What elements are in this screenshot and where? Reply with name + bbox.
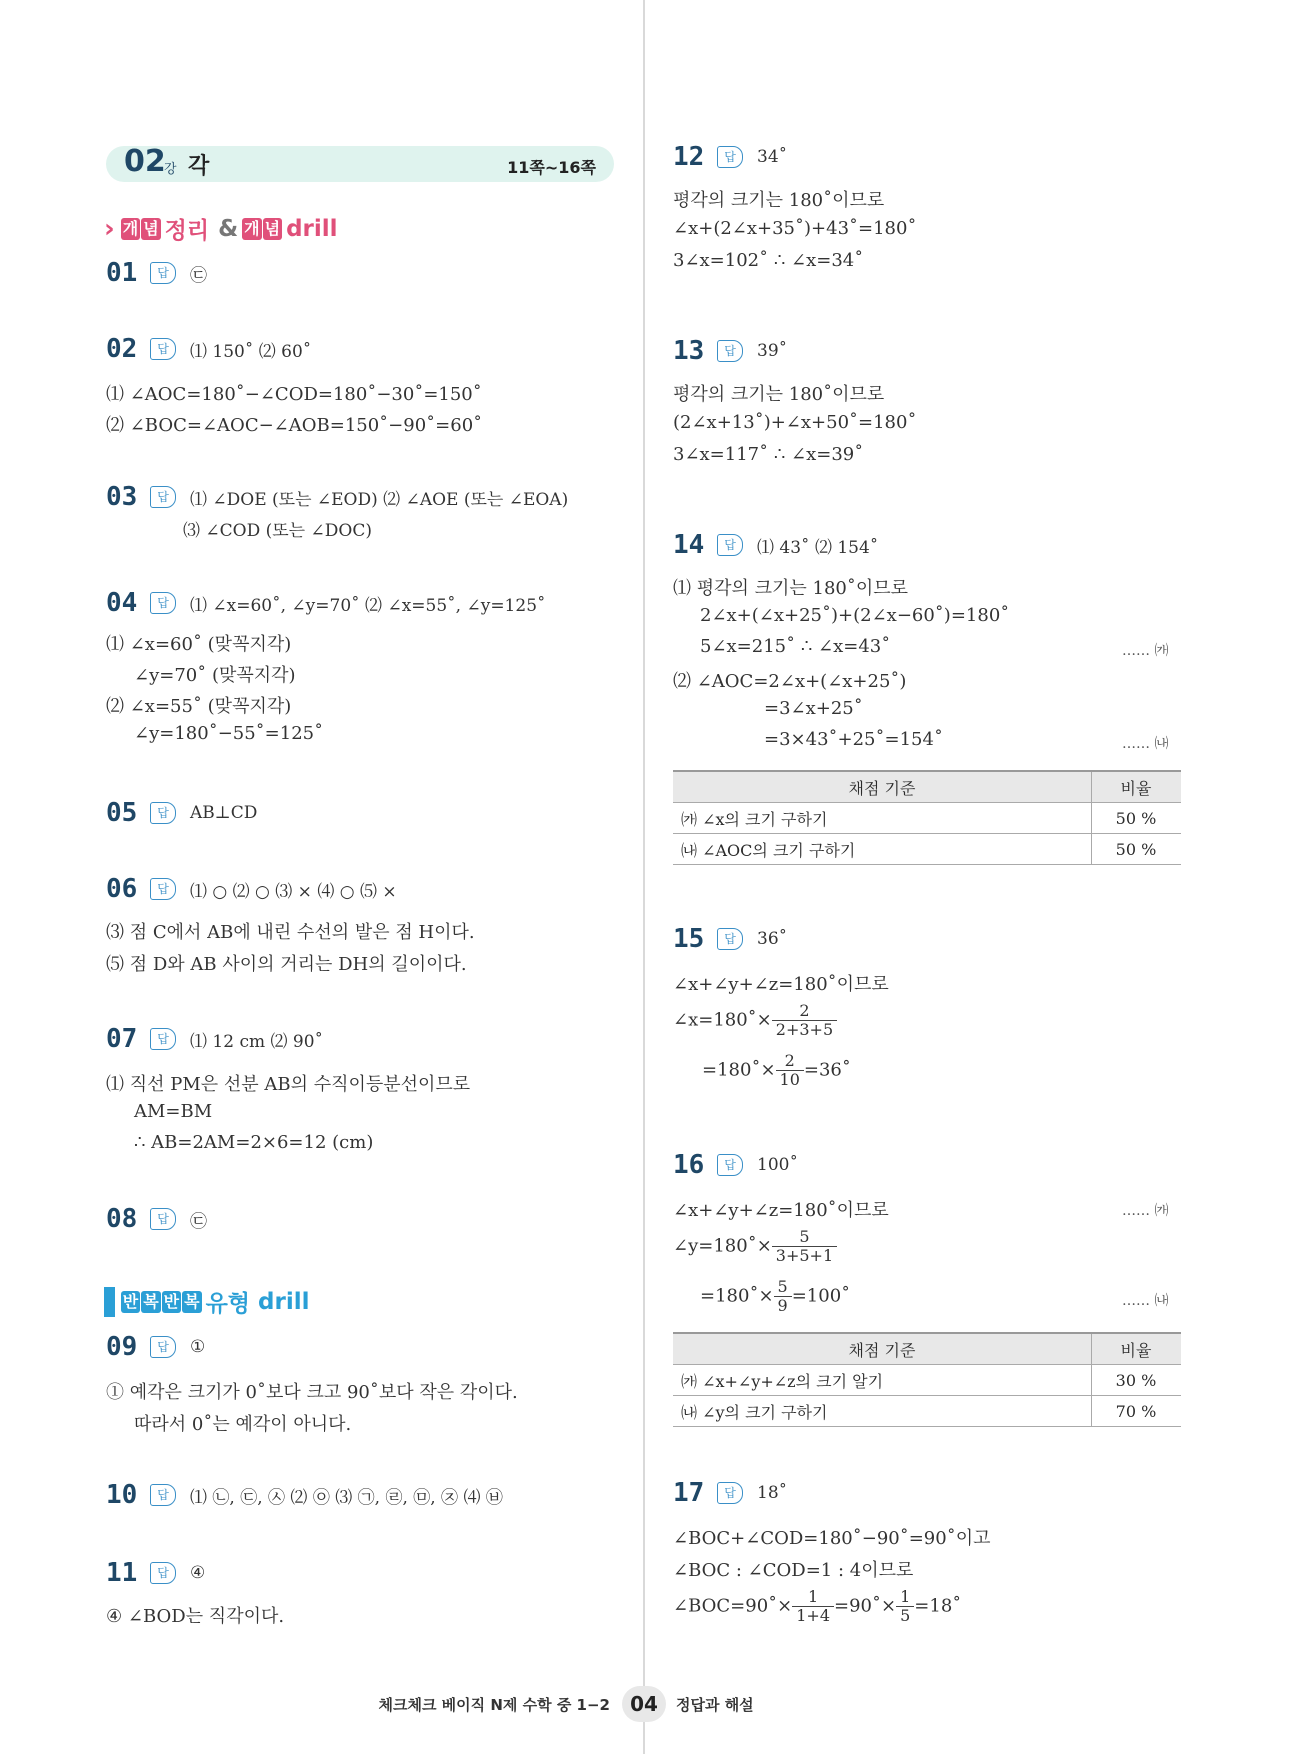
answer: 34˚ — [757, 147, 788, 167]
solution-line: ∠y=70˚ (맞꼭지각) — [134, 665, 296, 686]
denominator: 2+3+5 — [775, 1020, 834, 1039]
answer: 18˚ — [757, 1483, 788, 1503]
answer: 100˚ — [757, 1155, 798, 1175]
answer: ⑴ 43˚ ⑵ 154˚ — [757, 537, 879, 558]
table-cell: ㈎ ∠x+∠y+∠z의 크기 알기 — [673, 1365, 1092, 1396]
answer: ⑴ ○ ⑵ ○ ⑶ × ⑷ ○ ⑸ × — [190, 881, 397, 902]
problem-14 — [673, 530, 878, 560]
problem-07 — [106, 1024, 323, 1054]
solution-line: ① 예각은 크기가 0˚보다 크고 90˚보다 작은 각이다. — [106, 1382, 518, 1403]
problem-number: 06 — [106, 874, 138, 904]
heading-box: 념 — [143, 218, 159, 238]
solution-line: ∠BOC+∠COD=180˚−90˚=90˚이고 — [673, 1528, 991, 1549]
column-divider — [643, 0, 645, 1754]
answer: ㉢ — [190, 1211, 207, 1232]
section-heading-repeat — [104, 1285, 315, 1318]
problem-number: 14 — [673, 530, 705, 560]
denominator: 5 — [900, 1606, 911, 1625]
solution-line: ∠x+(2∠x+35˚)+43˚=180˚ — [673, 218, 917, 239]
expr: ∠BOC=90˚× — [673, 1595, 793, 1617]
page-footer — [0, 1686, 1300, 1722]
denominator: 3+5+1 — [775, 1246, 834, 1265]
numerator: 1 — [896, 1588, 914, 1607]
numerator: 2 — [776, 1052, 804, 1071]
solution-line: 3∠x=102˚ ∴ ∠x=34˚ — [673, 250, 864, 271]
solution-line: ∠x+∠y+∠z=180˚이므로 — [673, 1200, 889, 1221]
solution-fraction-line — [673, 1002, 837, 1039]
fraction — [772, 1228, 837, 1265]
solution-line: ⑴ ∠x=60˚ (맞꼭지각) — [106, 634, 292, 655]
solution-line: ∠x+∠y+∠z=180˚이므로 — [673, 974, 889, 995]
solution-line: ⑶ 점 C에서 AB에 내린 수선의 발은 점 H이다. — [106, 922, 475, 943]
table-cell: ㈎ ∠x의 크기 구하기 — [673, 803, 1092, 834]
table-cell: 50 % — [1092, 834, 1182, 865]
solution-line: ⑵ ∠x=55˚ (맞꼭지각) — [106, 696, 292, 717]
problem-15 — [673, 924, 787, 954]
problem-10 — [106, 1480, 503, 1510]
problem-number: 12 — [673, 142, 705, 172]
answer-badge-icon: 답 — [717, 340, 743, 362]
heading-box: 념 — [264, 218, 281, 238]
answer-badge-icon: 답 — [150, 486, 176, 508]
table-row — [673, 803, 1181, 834]
solution-line: ⑵ ∠AOC=2∠x+(∠x+25˚) — [673, 671, 907, 692]
problem-number: 17 — [673, 1478, 705, 1508]
solution-line: 평각의 크기는 180˚이므로 — [673, 384, 885, 405]
problem-number: 02 — [106, 334, 138, 364]
expr: =90˚× — [834, 1595, 897, 1617]
answer: ⑴ 150˚ ⑵ 60˚ — [190, 341, 312, 362]
solution-line: 5∠x=215˚ ∴ ∠x=43˚ — [700, 636, 891, 657]
answer-badge-icon: 답 — [717, 534, 743, 556]
expr: =36˚ — [803, 1059, 851, 1081]
solution-line: ⑸ 점 D와 AB 사이의 거리는 DH의 길이이다. — [106, 954, 467, 975]
step-marker: …… ㈏ — [1122, 1293, 1169, 1309]
fraction — [792, 1588, 834, 1625]
solution-line: ⑴ 직선 PM은 선분 AB의 수직이등분선이므로 — [106, 1074, 471, 1095]
table-row — [673, 1396, 1181, 1427]
chapter-title: 각 — [188, 154, 210, 179]
problem-number: 07 — [106, 1024, 138, 1054]
solution-line: ⑴ 평각의 크기는 180˚이므로 — [673, 578, 909, 599]
expr: ∠y=180˚× — [673, 1235, 772, 1257]
fraction — [774, 1278, 792, 1315]
solution-fraction-line — [673, 1588, 961, 1625]
answer: ⑴ ∠DOE (또는 ∠EOD) ⑵ ∠AOE (또는 ∠EOA) — [190, 489, 569, 510]
answer: ⑴ ∠x=60˚, ∠y=70˚ ⑵ ∠x=55˚, ∠y=125˚ — [190, 595, 546, 616]
solution-fraction-line — [700, 1278, 850, 1315]
page-number: 04 — [622, 1686, 666, 1722]
problem-number: 08 — [106, 1204, 138, 1234]
scoring-table — [673, 770, 1181, 865]
problem-05 — [106, 798, 257, 828]
step-marker: …… ㈏ — [1122, 736, 1169, 752]
answer: ① — [190, 1337, 206, 1357]
problem-number: 10 — [106, 1480, 138, 1510]
table-header: 비율 — [1092, 1333, 1182, 1365]
answer-badge-icon: 답 — [717, 146, 743, 168]
problem-08 — [106, 1204, 207, 1234]
problem-number: 04 — [106, 588, 138, 618]
heading-drill: drill — [258, 1288, 310, 1315]
table-header: 채점 기준 — [673, 1333, 1092, 1365]
answer-badge-icon: 답 — [150, 338, 176, 360]
numerator: 5 — [772, 1228, 837, 1247]
table-cell: 70 % — [1092, 1396, 1182, 1427]
step-marker: …… ㈎ — [1122, 1203, 1169, 1219]
numerator: 2 — [772, 1002, 837, 1021]
problem-06 — [106, 874, 397, 904]
problem-number: 16 — [673, 1150, 705, 1180]
answer: ㉢ — [190, 265, 207, 286]
fraction — [776, 1052, 804, 1089]
expr: =18˚ — [914, 1595, 962, 1617]
expr: ∠x=180˚× — [673, 1009, 772, 1031]
heading-amp: & — [218, 215, 239, 242]
answer: ⑴ 12 cm ⑵ 90˚ — [190, 1031, 324, 1052]
problem-03 — [106, 482, 568, 512]
solution-line: AM=BM — [134, 1101, 213, 1122]
answer-badge-icon: 답 — [150, 262, 176, 284]
heading-drill: drill — [286, 215, 338, 242]
heading-box: 복 — [184, 1291, 200, 1311]
answer: 39˚ — [757, 341, 788, 361]
solution-line: =3∠x+25˚ — [764, 698, 863, 719]
answer-badge-icon: 답 — [150, 878, 176, 900]
problem-number: 03 — [106, 482, 138, 512]
answer-badge-icon: 답 — [150, 1562, 176, 1584]
chapter-pages: 11쪽~16쪽 — [507, 158, 596, 177]
scoring-table — [673, 1332, 1181, 1427]
solution-line: 2∠x+(∠x+25˚)+(2∠x−60˚)=180˚ — [700, 605, 1010, 626]
solution-line: ∠BOC : ∠COD=1 : 4이므로 — [673, 1560, 914, 1581]
problem-number: 09 — [106, 1332, 138, 1362]
table-cell: 50 % — [1092, 803, 1182, 834]
table-row — [673, 1365, 1181, 1396]
heading-box: 개 — [244, 218, 260, 238]
solution-fraction-line — [673, 1228, 837, 1265]
heading-box: 복 — [143, 1291, 159, 1311]
chevron-right-icon: › — [104, 1286, 115, 1317]
solution-line: ∴ AB=2AM=2×6=12 (cm) — [134, 1132, 374, 1153]
solution-line: 따라서 0˚는 예각이 아니다. — [134, 1414, 352, 1435]
expr: =180˚× — [702, 1059, 776, 1081]
solution-line: 평각의 크기는 180˚이므로 — [673, 190, 885, 211]
heading-box: 반 — [163, 1291, 180, 1311]
solution-line: ⑵ ∠BOC=∠AOC−∠AOB=150˚−90˚=60˚ — [106, 415, 483, 436]
step-marker: …… ㈎ — [1122, 643, 1169, 659]
solution-line: ⑴ ∠AOC=180˚−∠COD=180˚−30˚=150˚ — [106, 384, 482, 405]
answer-badge-icon: 답 — [150, 1208, 176, 1230]
heading-box: 개 — [122, 218, 139, 238]
heading-text: 유형 — [205, 1291, 251, 1317]
solution-fraction-line — [702, 1052, 851, 1089]
numerator: 5 — [774, 1278, 792, 1297]
problem-02 — [106, 334, 311, 364]
solution-line: (2∠x+13˚)+∠x+50˚=180˚ — [673, 412, 917, 433]
answer: ⑴ ㉡, ㉢, ㉦ ⑵ ㉧ ⑶ ㉠, ㉣, ㉤, ㉨ ⑷ ㉥ — [190, 1487, 503, 1508]
answer: AB⊥CD — [190, 803, 258, 823]
problem-number: 15 — [673, 924, 705, 954]
problem-12 — [673, 142, 787, 172]
solution-line: ∠y=180˚−55˚=125˚ — [134, 723, 324, 744]
table-cell: 30 % — [1092, 1365, 1182, 1396]
problem-01 — [106, 258, 207, 288]
problem-number: 13 — [673, 336, 705, 366]
chapter-gang: 강 — [164, 162, 177, 177]
answer-badge-icon: 답 — [717, 1154, 743, 1176]
problem-17 — [673, 1478, 787, 1508]
problem-number: 01 — [106, 258, 138, 288]
problem-11 — [106, 1558, 205, 1588]
denominator: 1+4 — [796, 1606, 831, 1625]
table-cell: ㈏ ∠y의 크기 구하기 — [673, 1396, 1092, 1427]
expr: =180˚× — [700, 1285, 774, 1307]
denominator: 10 — [779, 1070, 800, 1089]
table-row — [673, 834, 1181, 865]
table-header: 채점 기준 — [673, 771, 1092, 803]
answer-badge-icon: 답 — [717, 1482, 743, 1504]
answer-badge-icon: 답 — [150, 1336, 176, 1358]
section-heading-concept — [104, 212, 343, 245]
numerator: 1 — [792, 1588, 834, 1607]
solution-line: 3∠x=117˚ ∴ ∠x=39˚ — [673, 444, 864, 465]
answer-badge-icon: 답 — [150, 802, 176, 824]
section-label: 정답과 해설 — [676, 1696, 754, 1714]
answer-badge-icon: 답 — [150, 592, 176, 614]
fraction — [772, 1002, 837, 1039]
problem-16 — [673, 1150, 798, 1180]
fraction — [896, 1588, 914, 1625]
problem-04 — [106, 588, 546, 618]
heading-box: 반 — [122, 1291, 139, 1311]
problem-number: 05 — [106, 798, 138, 828]
solution-line: =3×43˚+25˚=154˚ — [764, 729, 943, 750]
answer: ④ — [190, 1563, 206, 1583]
table-cell: ㈏ ∠AOC의 크기 구하기 — [673, 834, 1092, 865]
answer-badge-icon: 답 — [150, 1028, 176, 1050]
chevron-right-icon: › — [104, 213, 115, 244]
answer-line: ⑶ ∠COD (또는 ∠DOC) — [183, 521, 372, 541]
denominator: 9 — [777, 1296, 788, 1315]
book-title: 체크체크 베이직 N제 수학 중 1−2 — [378, 1696, 610, 1714]
problem-13 — [673, 336, 787, 366]
answer-badge-icon: 답 — [150, 1484, 176, 1506]
expr: =100˚ — [791, 1285, 851, 1307]
problem-09 — [106, 1332, 205, 1362]
answer: 36˚ — [757, 929, 788, 949]
solution-line: ④ ∠BOD는 직각이다. — [106, 1606, 285, 1627]
chapter-header — [106, 146, 614, 182]
problem-number: 11 — [106, 1558, 138, 1588]
heading-text: 정리 — [164, 218, 210, 244]
table-header: 비율 — [1092, 771, 1182, 803]
answer-badge-icon: 답 — [717, 928, 743, 950]
chapter-number: 02 — [124, 144, 166, 179]
